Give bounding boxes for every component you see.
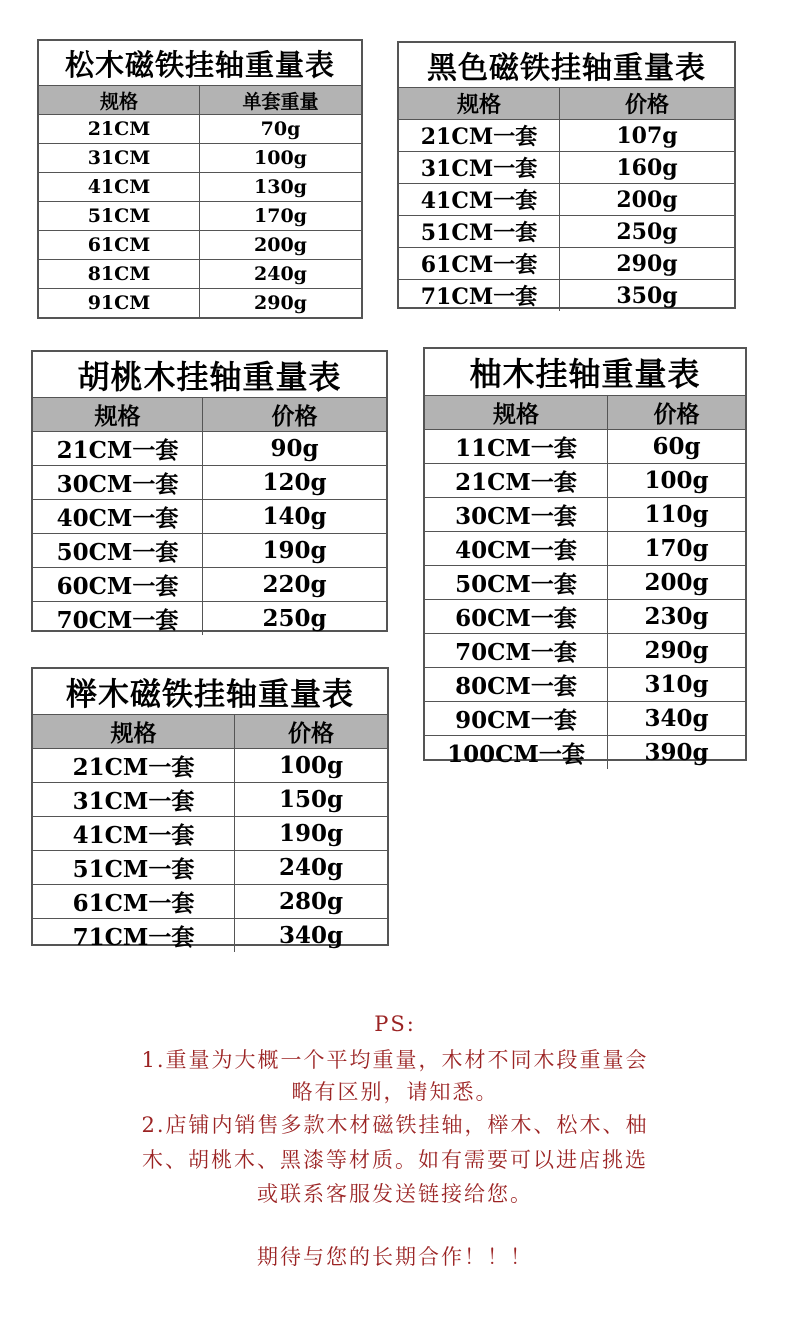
cell-weight: 240g (254, 263, 307, 285)
cell-weight: 100g (254, 147, 307, 169)
cell-spec: 41CM一套 (399, 184, 560, 215)
cell-spec: 90CM一套 (425, 702, 608, 735)
table-row (33, 568, 386, 602)
header-value: 价格 (624, 92, 669, 118)
black-weight-table (397, 41, 736, 309)
cell-weight: 140g (262, 503, 327, 530)
ps-label: PS: (374, 1012, 416, 1036)
cell-weight: 100g (644, 467, 709, 494)
header-value: 价格 (271, 403, 318, 430)
table-row (425, 736, 745, 769)
note-line-1: 1.重量为大概一个平均重量，木材不同木段重量会 (141, 1048, 649, 1072)
cell-spec: 41CM一套 (33, 817, 235, 850)
table-row (33, 885, 387, 919)
table-row (425, 532, 745, 566)
header-value: 单套重量 (242, 90, 319, 113)
cell-weight: 340g (644, 705, 709, 732)
cell-weight: 190g (278, 820, 344, 847)
table-row (39, 173, 361, 202)
beech-weight-table (31, 667, 389, 951)
cell-spec: 21CM (39, 115, 200, 143)
table-row (425, 498, 745, 532)
cell-spec: 51CM一套 (33, 851, 235, 884)
cell-weight: 200g (616, 186, 678, 213)
header-value: 价格 (653, 401, 700, 428)
cell-spec: 41CM (39, 173, 200, 201)
cell-spec: 31CM一套 (399, 152, 560, 183)
cell-weight: 150g (278, 786, 344, 813)
table-title: 榉木磁铁挂轴重量表 (33, 669, 387, 715)
header-value: 价格 (288, 720, 334, 747)
table-row (33, 534, 386, 568)
table-row (33, 851, 387, 885)
cell-weight: 230g (644, 603, 709, 630)
table-row (33, 749, 387, 783)
cell-weight: 390g (644, 739, 709, 766)
cell-spec: 60CM一套 (33, 568, 203, 601)
cell-spec: 40CM一套 (425, 532, 608, 565)
table-row (425, 702, 745, 736)
cell-spec: 21CM一套 (425, 464, 608, 497)
table-header-row (399, 88, 734, 120)
note-line-2: 略有区别，请知悉。 (291, 1080, 499, 1104)
cell-spec: 61CM (39, 231, 200, 259)
cell-weight: 280g (278, 888, 344, 915)
header-spec: 规格 (33, 715, 235, 748)
cell-spec: 40CM一套 (33, 500, 203, 533)
cell-weight: 240g (278, 854, 344, 881)
table-row (399, 184, 734, 216)
cell-spec: 21CM一套 (33, 749, 235, 782)
cell-spec: 51CM一套 (399, 216, 560, 247)
table-row (425, 464, 745, 498)
cell-weight: 350g (616, 282, 678, 309)
table-row (39, 144, 361, 173)
table-title: 胡桃木挂轴重量表 (33, 352, 386, 398)
cell-spec: 21CM一套 (33, 432, 203, 465)
cell-spec: 70CM一套 (33, 602, 203, 635)
cell-weight: 170g (644, 535, 709, 562)
cell-spec: 30CM一套 (33, 466, 203, 499)
cell-spec: 70CM一套 (425, 634, 608, 667)
cell-weight: 200g (254, 234, 307, 256)
teak-weight-table (423, 347, 747, 768)
cell-weight: 290g (644, 637, 709, 664)
table-row (39, 260, 361, 289)
cell-spec: 50CM一套 (425, 566, 608, 599)
table-row (425, 634, 745, 668)
cell-weight: 60g (652, 433, 701, 460)
table-row (399, 248, 734, 280)
cell-weight: 190g (262, 537, 327, 564)
cell-weight: 290g (616, 250, 678, 277)
cell-spec: 71CM一套 (33, 919, 235, 952)
cell-weight: 290g (254, 292, 307, 314)
closing-text: 期待与您的长期合作！！！ (257, 1245, 533, 1269)
cell-weight: 200g (644, 569, 709, 596)
cell-weight: 250g (262, 605, 327, 632)
cell-weight: 250g (616, 218, 678, 245)
cell-spec: 30CM一套 (425, 498, 608, 531)
cell-spec: 61CM一套 (399, 248, 560, 279)
table-row (399, 152, 734, 184)
table-row (425, 668, 745, 702)
table-header-row (33, 715, 387, 749)
table-header-row (39, 86, 361, 115)
cell-spec: 31CM (39, 144, 200, 172)
cell-spec: 81CM (39, 260, 200, 288)
table-header-row (33, 398, 386, 432)
cell-weight: 110g (644, 501, 709, 528)
cell-weight: 220g (262, 571, 327, 598)
header-spec: 规格 (33, 398, 203, 431)
cell-spec: 11CM一套 (425, 430, 608, 463)
cell-spec: 80CM一套 (425, 668, 608, 701)
table-row (39, 115, 361, 144)
cell-weight: 90g (270, 435, 319, 462)
walnut-weight-table (31, 350, 388, 632)
table-row (425, 430, 745, 464)
cell-spec: 71CM一套 (399, 280, 560, 311)
table-row (33, 817, 387, 851)
table-row (425, 566, 745, 600)
cell-weight: 120g (262, 469, 327, 496)
note-line-5: 或联系客服发送链接给您。 (257, 1182, 533, 1206)
table-row (33, 919, 387, 952)
table-title: 松木磁铁挂轴重量表 (39, 41, 361, 86)
table-title: 柚木挂轴重量表 (425, 349, 745, 396)
cell-spec: 61CM一套 (33, 885, 235, 918)
note-line-4: 木、胡桃木、黑漆等材质。如有需要可以进店挑选 (142, 1148, 648, 1172)
table-row (425, 600, 745, 634)
table-row (399, 120, 734, 152)
cell-weight: 100g (278, 752, 344, 779)
cell-spec: 31CM一套 (33, 783, 235, 816)
cell-weight: 160g (616, 154, 678, 181)
cell-spec: 100CM一套 (425, 736, 608, 769)
cell-spec: 50CM一套 (33, 534, 203, 567)
cell-weight: 70g (260, 118, 301, 140)
header-spec: 规格 (399, 88, 560, 119)
cell-weight: 340g (278, 922, 344, 949)
table-row (33, 466, 386, 500)
cell-weight: 170g (254, 205, 307, 227)
cell-spec: 60CM一套 (425, 600, 608, 633)
table-row (399, 280, 734, 311)
cell-spec: 91CM (39, 289, 200, 317)
cell-weight: 310g (644, 671, 709, 698)
table-row (33, 602, 386, 635)
table-row (39, 231, 361, 260)
note-line-3: 2.店铺内销售多款木材磁铁挂轴，榉木、松木、柚 (141, 1113, 649, 1137)
cell-spec: 21CM一套 (399, 120, 560, 151)
table-header-row (425, 396, 745, 430)
table-row (39, 289, 361, 317)
table-row (33, 783, 387, 817)
table-title: 黑色磁铁挂轴重量表 (399, 43, 734, 88)
cell-spec: 51CM (39, 202, 200, 230)
table-row (33, 432, 386, 466)
table-row (39, 202, 361, 231)
pine-weight-table (37, 39, 363, 319)
cell-weight: 107g (616, 122, 678, 149)
header-spec: 规格 (425, 396, 608, 429)
cell-weight: 130g (254, 176, 307, 198)
header-spec: 规格 (39, 86, 200, 114)
table-row (399, 216, 734, 248)
table-row (33, 500, 386, 534)
